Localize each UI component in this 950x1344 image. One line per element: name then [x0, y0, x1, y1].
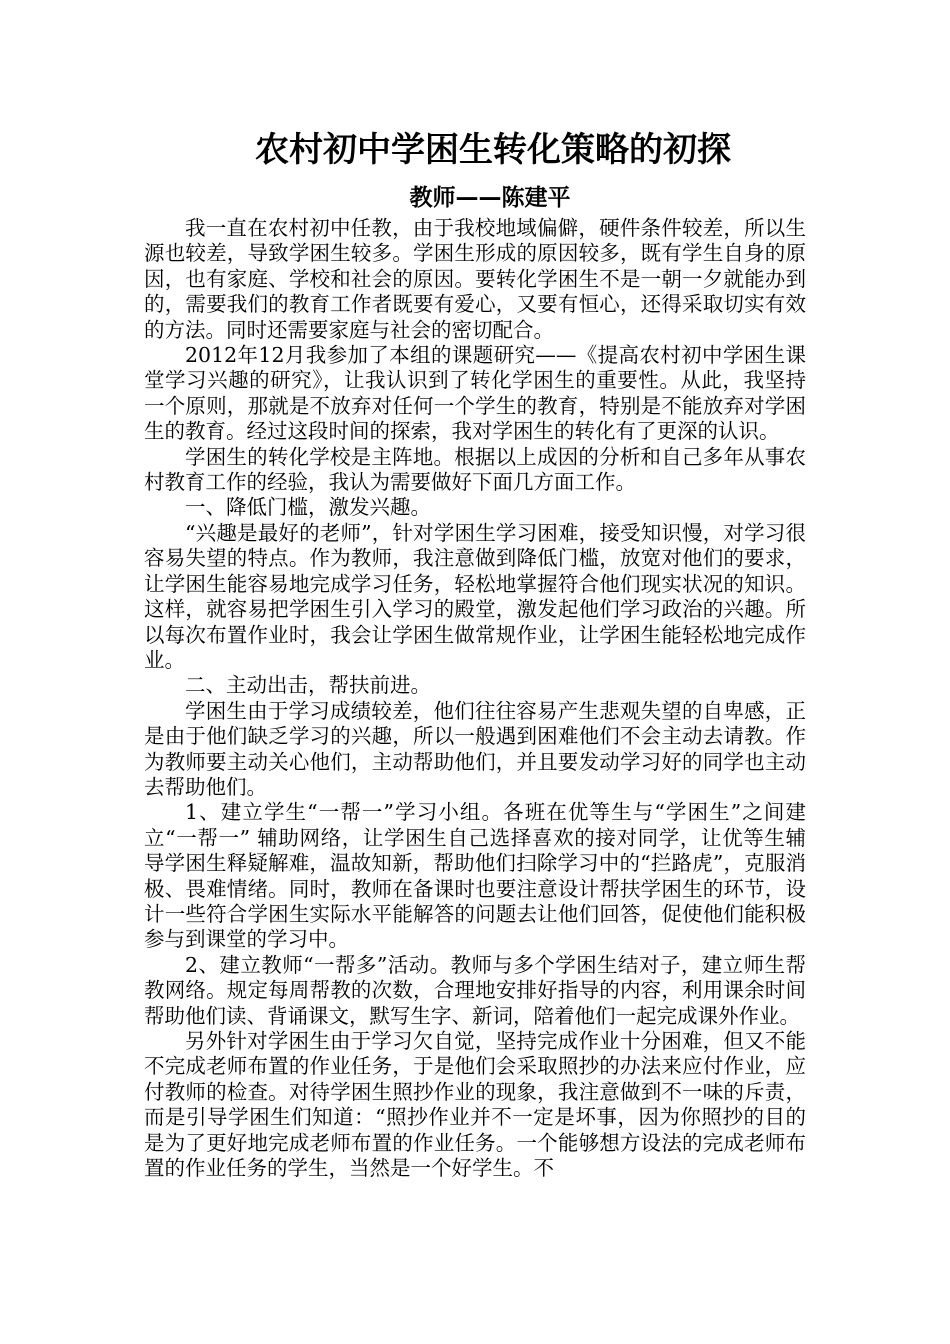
- document-author: 教师——陈建平: [409, 185, 571, 211]
- section-heading: 一、降低门槛，激发兴趣。: [185, 495, 431, 520]
- paragraph: 2、建立教师“一帮多”活动。教师与多个学困生结对子，建立师生帮教网络。规定每周帮教的次数，合理地安排好指导的内容，利用课余时间帮助他们读、背诵课文，默写生字、新词，陪着他们一起完成课外作业。: [144, 952, 806, 1028]
- paragraph: 另外针对学困生由于学习欠自觉，坚持完成作业十分困难，但又不能不完成老师布置的作业任务，于是他们会采取照抄的办法来应付作业，应付教师的检查。对待学困生照抄作业的现象，我注意做到不一味的斥责，而是引导学困生们知道：“照抄作业并不一定是坏事，因为你照抄的目的是为了更好地完成老师布置的作业任务。一个能够想方设法的完成老师布置的作业任务的学生，当然是一个好学生。不: [144, 1029, 806, 1181]
- paragraph: “兴趣是最好的老师”，针对学困生学习困难，接受知识慢，对学习很容易失望的特点。作为教师，我注意做到降低门槛，放宽对他们的要求，让学困生能容易地完成学习任务，轻松地掌握符合他们现实状况的知识。这样，就容易把学困生引入学习的殿堂，激发起他们学习政治的兴趣。所以每次布置作业时，我会让学困生做常规作业，让学困生能轻松地完成作业。: [144, 520, 806, 672]
- document-body: [144, 216, 806, 1181]
- paragraph: 学困生由于学习成绩较差，他们往往容易产生悲观失望的自卑感，正是由于他们缺乏学习的兴趣，所以一般遇到困难他们不会主动去请教。作为教师要主动关心他们，主动帮助他们，并且要发动学习好的同学也主动去帮助他们。: [144, 698, 806, 799]
- paragraph: 学困生的转化学校是主阵地。根据以上成因的分析和自己多年从事农村教育工作的经验，我认为需要做好下面几方面工作。: [144, 444, 806, 495]
- paragraph: 1、建立学生“一帮一”学习小组。各班在优等生与“学困生”之间建立“一帮一” 辅助网络，让学困生自己选择喜欢的接对同学，让优等生辅导学困生释疑解难，温故知新，帮助他们扫除学习中的“拦路虎”，克服消极、畏难情绪。同时，教师在备课时也要注意设计帮扶学困生的环节，设计一些符合学困生实际水平能解答的问题去让他们回答，促使他们能积极参与到课堂的学习中。: [144, 800, 806, 952]
- paragraph: 2012年12月我参加了本组的课题研究——《提高农村初中学困生课堂学习兴趣的研究》，让我认识到了转化学困生的重要性。从此，我坚持一个原则，那就是不放弃对任何一个学生的教育，特别是不能放弃对学困生的教育。经过这段时间的探索，我对学困生的转化有了更深的认识。: [144, 343, 806, 444]
- document-title: 农村初中学困生转化策略的初探: [255, 130, 731, 170]
- document-page: [144, 120, 806, 1181]
- paragraph: 我一直在农村初中任教，由于我校地域偏僻，硬件条件较差，所以生源也较差，导致学困生较多。学困生形成的原因较多，既有学生自身的原因，也有家庭、学校和社会的原因。要转化学困生不是一朝一夕就能办到的，需要我们的教育工作者既要有爱心，又要有恒心，还得采取切实有效的方法。同时还需要家庭与社会的密切配合。: [144, 216, 806, 342]
- section-heading: 二、主动出击，帮扶前进。: [185, 673, 431, 698]
